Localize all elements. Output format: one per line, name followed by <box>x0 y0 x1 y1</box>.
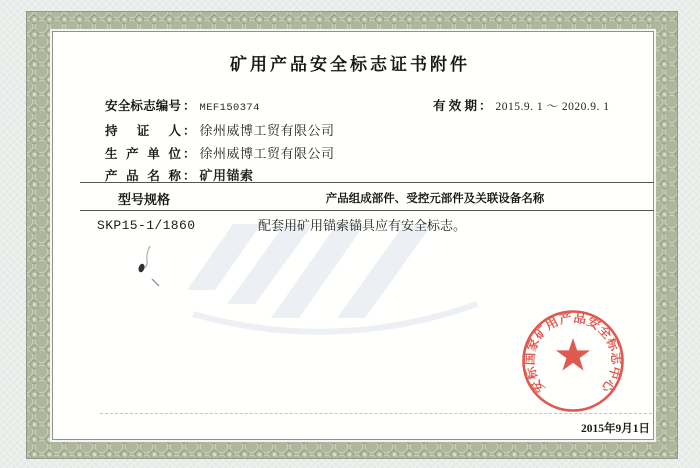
mark-number-value: MEF150374 <box>199 102 260 114</box>
mark-number-label: 安全标志编号 <box>105 99 181 113</box>
manufacturer-value: 徐州威博工贸有限公司 <box>199 146 335 161</box>
field-validity <box>433 96 610 114</box>
holder-label: 持证人 <box>105 124 181 138</box>
watermark-ma-logo <box>185 222 485 347</box>
table-row-model: SKP15-1/1860 <box>97 218 196 233</box>
product-name-value: 矿用锚索 <box>199 168 254 183</box>
colon: ： <box>183 147 196 161</box>
validity-value: 2015.9. 1 ～ 2020.9. 1 <box>495 101 610 113</box>
product-name-label: 产品名称 <box>105 169 181 183</box>
field-holder <box>105 120 335 139</box>
issue-date: 2015年9月1日 <box>581 423 650 435</box>
colon: ： <box>183 169 196 183</box>
validity-label: 有效期 <box>433 99 477 113</box>
field-manufacturer <box>105 143 335 162</box>
table-header-model: 型号规格 <box>117 192 170 207</box>
star-icon <box>556 338 590 371</box>
colon: ： <box>183 124 196 138</box>
seal-text: 安标国家矿用产品安全标志中心 <box>522 310 624 396</box>
holder-value: 徐州威博工贸有限公司 <box>199 123 335 138</box>
field-mark-number <box>105 96 260 114</box>
official-seal <box>513 301 633 421</box>
table-top-rule <box>80 182 654 183</box>
ink-mark <box>125 238 175 293</box>
colon: ： <box>183 99 196 113</box>
page-title: 矿用产品安全标志证书附件 <box>230 55 470 74</box>
table-row-note: 配套用矿用锚索锚具应有安全标志。 <box>258 218 467 233</box>
table-header-rule <box>80 210 654 211</box>
table-header-components: 产品组成部件、受控元部件及关联设备名称 <box>325 193 545 205</box>
colon: ： <box>479 99 492 113</box>
manufacturer-label: 生产单位 <box>105 147 181 161</box>
